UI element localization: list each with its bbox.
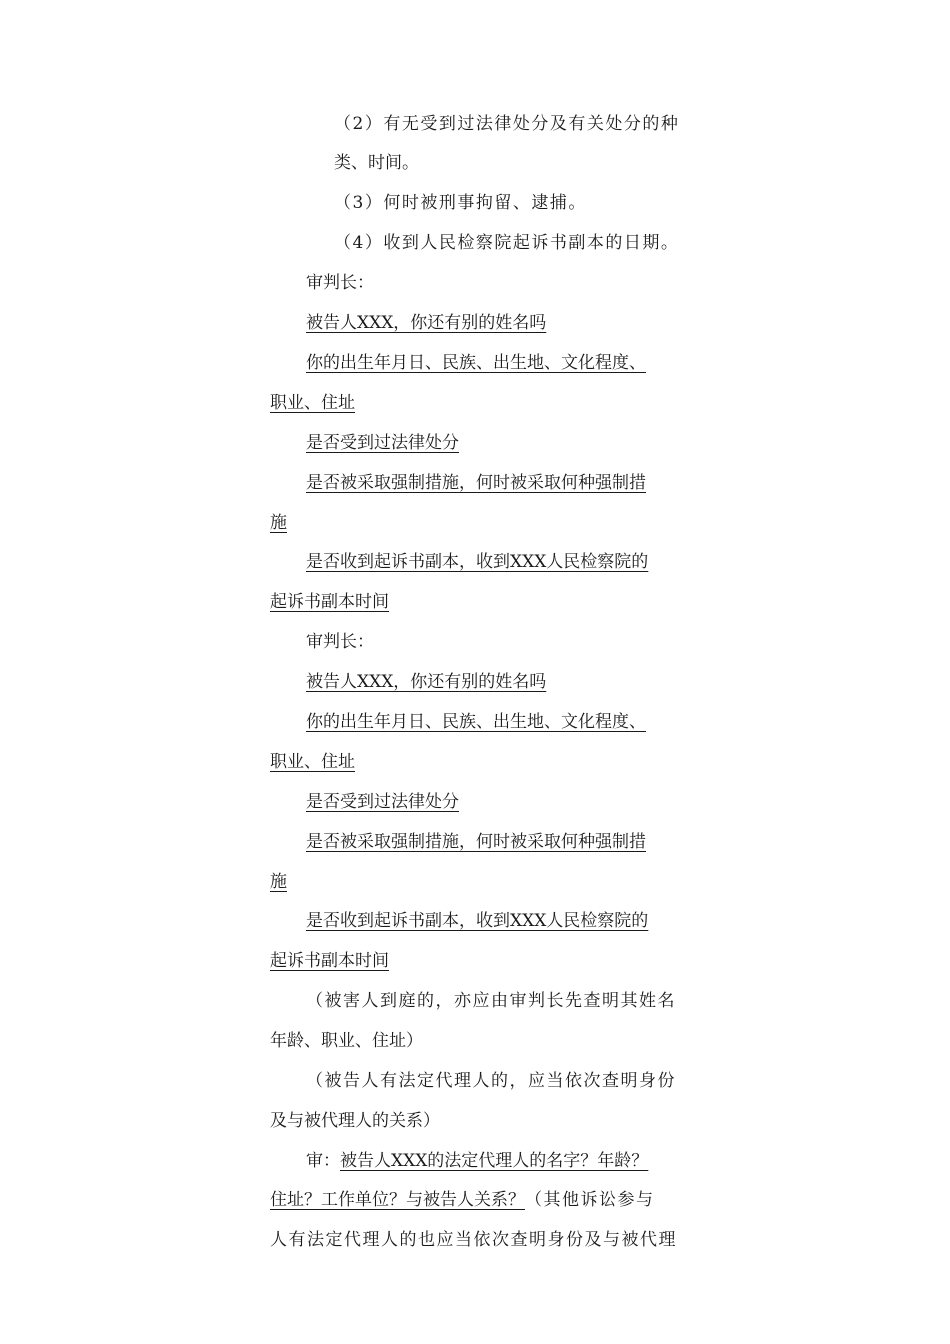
speaker-label: 审判长： (306, 632, 374, 652)
speaker-prefix: 审： (306, 1151, 340, 1171)
note-line: （被害人到庭的，亦应由审判长先查明其姓名 (306, 991, 676, 1011)
question-line: 是否受到过法律处分 (306, 433, 459, 453)
question-line: 起诉书副本时间 (270, 592, 389, 612)
question-line: 施 (270, 513, 287, 533)
question-line: 被告人XXX，你还有别的姓名吗 (306, 313, 547, 333)
question-line: 你的出生年月日、民族、出生地、文化程度、 (306, 712, 646, 732)
question-line: 是否被采取强制措施，何时被采取何种强制措 (306, 473, 646, 493)
note-line: 年龄、职业、住址） (270, 1031, 423, 1051)
question-line: 你的出生年月日、民族、出生地、文化程度、 (306, 353, 646, 373)
note-line: 人有法定代理人的也应当依次查明身份及与被代理 (270, 1230, 677, 1250)
question-line: 是否收到起诉书副本，收到XXX人民检察院的 (306, 552, 649, 572)
question-line: 施 (270, 872, 287, 892)
text-line: （4）收到人民检察院起诉书副本的日期。 (334, 233, 680, 253)
question-line: 是否被采取强制措施，何时被采取何种强制措 (306, 832, 646, 852)
note-line: （被告人有法定代理人的，应当依次查明身份 (306, 1071, 676, 1091)
question-line: 是否受到过法律处分 (306, 792, 459, 812)
question-line: 职业、住址 (270, 393, 355, 413)
note-line: 及与被代理人的关系） (270, 1111, 440, 1131)
mixed-line (306, 1149, 648, 1173)
speaker-label: 审判长： (306, 273, 374, 293)
note-text: （其他诉讼参与 (525, 1190, 655, 1210)
mixed-line (270, 1188, 655, 1212)
question-text: 被告人XXX的法定代理人的名字？年龄？ (340, 1151, 649, 1171)
question-text: 住址？工作单位？与被告人关系？ (270, 1190, 525, 1210)
text-line: （2）有无受到过法律处分及有关处分的种 (334, 114, 680, 134)
question-line: 被告人XXX，你还有别的姓名吗 (306, 672, 547, 692)
text-line: 类、时间。 (334, 153, 419, 173)
question-line: 职业、住址 (270, 752, 355, 772)
text-line: （3）何时被刑事拘留、逮捕。 (334, 193, 587, 213)
question-line: 是否收到起诉书副本，收到XXX人民检察院的 (306, 911, 649, 931)
question-line: 起诉书副本时间 (270, 951, 389, 971)
